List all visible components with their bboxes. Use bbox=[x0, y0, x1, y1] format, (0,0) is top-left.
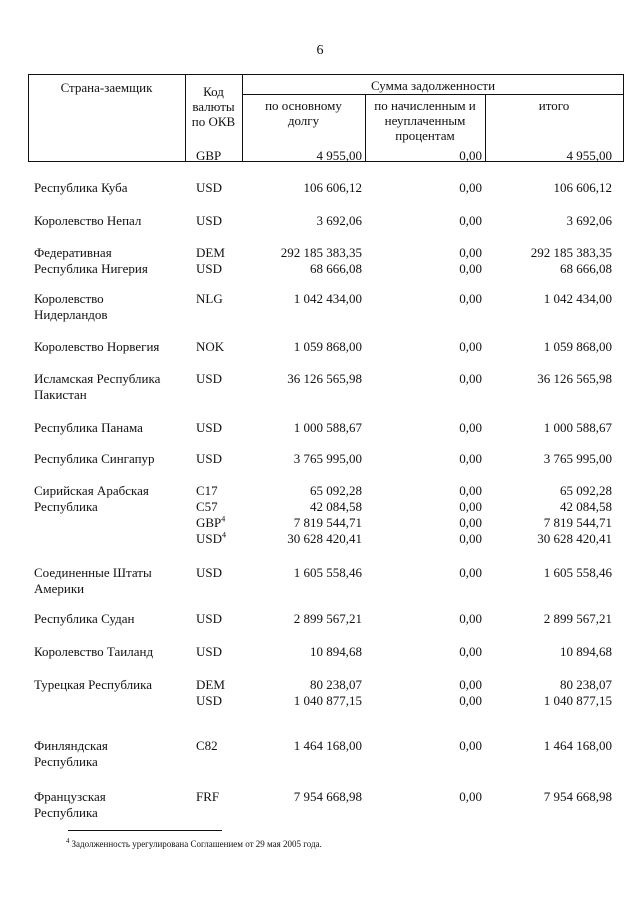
total-value: 1 605 558,46 bbox=[543, 565, 612, 580]
total-amount bbox=[496, 245, 612, 277]
total-amount bbox=[496, 451, 612, 467]
total-value: 30 628 420,41 bbox=[537, 531, 612, 546]
currency-code-text: FRF bbox=[196, 789, 220, 804]
currency-code bbox=[196, 451, 242, 467]
country-name bbox=[34, 213, 194, 229]
footnote-ref: 4 bbox=[222, 530, 227, 540]
currency-code-value bbox=[196, 515, 242, 531]
total-value: 3 692,06 bbox=[566, 213, 612, 228]
interest-amount bbox=[366, 565, 482, 581]
country-name-line: Финляндская bbox=[34, 738, 108, 753]
principal-amount bbox=[246, 339, 362, 355]
principal-value: 10 894,68 bbox=[310, 644, 362, 659]
total-amount bbox=[496, 339, 612, 355]
interest-value: 0,00 bbox=[459, 499, 482, 514]
interest-amount bbox=[366, 245, 482, 277]
currency-code-text: DEM bbox=[196, 245, 225, 260]
header-principal: по основному долгу bbox=[265, 98, 342, 128]
currency-code-value bbox=[196, 148, 242, 164]
country-name bbox=[34, 371, 194, 403]
country-name bbox=[34, 291, 194, 323]
interest-amount bbox=[366, 611, 482, 627]
currency-code bbox=[196, 565, 242, 581]
interest-amount bbox=[366, 738, 482, 754]
interest-value: 0,00 bbox=[459, 531, 482, 546]
country-name bbox=[34, 738, 194, 770]
currency-code-value bbox=[196, 499, 242, 515]
currency-code-value bbox=[196, 677, 242, 693]
total-amount bbox=[496, 677, 612, 709]
currency-code bbox=[196, 245, 242, 277]
total-value: 1 042 434,00 bbox=[543, 291, 612, 306]
principal-amount bbox=[246, 180, 362, 196]
interest-value: 0,00 bbox=[459, 611, 482, 626]
currency-code-text: USD bbox=[196, 261, 223, 276]
principal-amount bbox=[246, 677, 362, 709]
currency-code bbox=[196, 180, 242, 196]
country-name-line: Федеративная bbox=[34, 245, 112, 260]
currency-code bbox=[196, 339, 242, 355]
country-name-line: Республика bbox=[34, 499, 98, 514]
currency-code-text: GBP bbox=[196, 148, 222, 163]
principal-value: 2 899 567,21 bbox=[293, 611, 362, 626]
interest-value: 0,00 bbox=[459, 483, 482, 498]
total-value: 1 059 868,00 bbox=[543, 339, 612, 354]
principal-amount bbox=[246, 451, 362, 467]
total-value: 1 464 168,00 bbox=[543, 738, 612, 753]
currency-code-value bbox=[196, 531, 242, 547]
total-value: 7 954 668,98 bbox=[543, 789, 612, 804]
interest-amount bbox=[366, 420, 482, 436]
principal-value: 36 126 565,98 bbox=[287, 371, 362, 386]
currency-code-value bbox=[196, 213, 242, 229]
country-name-line: Республика Нигерия bbox=[34, 261, 148, 276]
page-number: 6 bbox=[316, 43, 324, 58]
currency-code-text: C57 bbox=[196, 499, 218, 514]
interest-value: 0,00 bbox=[459, 213, 482, 228]
currency-code-text: C82 bbox=[196, 738, 218, 753]
currency-code-value bbox=[196, 644, 242, 660]
interest-value: 0,00 bbox=[459, 371, 482, 386]
country-name-line: Французская bbox=[34, 789, 106, 804]
principal-amount bbox=[246, 291, 362, 307]
principal-value: 3 765 995,00 bbox=[293, 451, 362, 466]
principal-amount bbox=[246, 789, 362, 805]
interest-value: 0,00 bbox=[459, 291, 482, 306]
interest-value: 0,00 bbox=[459, 677, 482, 692]
interest-value: 0,00 bbox=[459, 789, 482, 804]
interest-value: 0,00 bbox=[459, 644, 482, 659]
interest-value: 0,00 bbox=[459, 180, 482, 195]
total-value: 80 238,07 bbox=[560, 677, 612, 692]
total-amount bbox=[496, 738, 612, 754]
principal-amount bbox=[246, 420, 362, 436]
currency-code-value bbox=[196, 565, 242, 581]
principal-value: 30 628 420,41 bbox=[287, 531, 362, 546]
principal-value: 42 084,58 bbox=[310, 499, 362, 514]
currency-code-value bbox=[196, 261, 242, 277]
total-value: 4 955,00 bbox=[566, 148, 612, 163]
country-name-line: Королевство Таиланд bbox=[34, 644, 154, 659]
currency-code-value bbox=[196, 789, 242, 805]
country-name-line: Королевство Норвегия bbox=[34, 339, 160, 354]
country-name bbox=[34, 180, 194, 196]
footnote-text: Задолженность урегулирована Соглашением от 29 мая 2005 года. bbox=[71, 839, 322, 849]
country-name-line: Соединенные Штаты bbox=[34, 565, 152, 580]
currency-code-text: USD bbox=[196, 180, 223, 195]
currency-code bbox=[196, 644, 242, 660]
total-value: 65 092,28 bbox=[560, 483, 612, 498]
interest-amount bbox=[366, 789, 482, 805]
principal-value: 1 605 558,46 bbox=[293, 565, 362, 580]
interest-value: 0,00 bbox=[459, 693, 482, 708]
currency-code-value bbox=[196, 451, 242, 467]
country-name-line: Республика bbox=[34, 805, 98, 820]
country-name-line: Республика Панама bbox=[34, 420, 143, 435]
country-name bbox=[34, 789, 194, 821]
country-name bbox=[34, 339, 194, 355]
interest-amount bbox=[366, 339, 482, 355]
interest-value: 0,00 bbox=[459, 515, 482, 530]
interest-amount bbox=[366, 677, 482, 709]
currency-code-text: USD bbox=[196, 213, 223, 228]
country-name bbox=[34, 565, 194, 597]
principal-amount bbox=[246, 371, 362, 387]
country-name-line: Королевство Непал bbox=[34, 213, 142, 228]
interest-amount bbox=[366, 451, 482, 467]
total-amount bbox=[496, 644, 612, 660]
currency-code-text: USD bbox=[196, 371, 223, 386]
principal-value: 106 606,12 bbox=[303, 180, 362, 195]
country-name-line: Америки bbox=[34, 581, 85, 596]
currency-code bbox=[196, 483, 242, 547]
interest-value: 0,00 bbox=[459, 738, 482, 753]
currency-code-text: USD bbox=[196, 420, 223, 435]
interest-amount bbox=[366, 291, 482, 307]
currency-code-value bbox=[196, 245, 242, 261]
header-code: Код валюты по ОКВ bbox=[191, 84, 236, 129]
currency-code-value bbox=[196, 371, 242, 387]
country-name bbox=[34, 611, 194, 627]
principal-amount bbox=[246, 565, 362, 581]
interest-value: 0,00 bbox=[459, 148, 482, 163]
principal-value: 3 692,06 bbox=[316, 213, 362, 228]
total-amount bbox=[496, 789, 612, 805]
currency-code-value bbox=[196, 420, 242, 436]
currency-code-text: GBP bbox=[196, 515, 222, 530]
total-value: 36 126 565,98 bbox=[537, 371, 612, 386]
interest-value: 0,00 bbox=[459, 261, 482, 276]
currency-code bbox=[196, 291, 242, 307]
total-value: 10 894,68 bbox=[560, 644, 612, 659]
country-name bbox=[34, 420, 194, 436]
currency-code-text: USD bbox=[196, 693, 223, 708]
country-name-line: Республика Сингапур bbox=[34, 451, 155, 466]
currency-code bbox=[196, 611, 242, 627]
interest-value: 0,00 bbox=[459, 245, 482, 260]
currency-code-text: C17 bbox=[196, 483, 218, 498]
total-amount bbox=[496, 483, 612, 547]
currency-code bbox=[196, 420, 242, 436]
interest-value: 0,00 bbox=[459, 339, 482, 354]
currency-code-text: USD bbox=[196, 644, 223, 659]
currency-code-value bbox=[196, 180, 242, 196]
principal-value: 68 666,08 bbox=[310, 261, 362, 276]
principal-amount bbox=[246, 738, 362, 754]
currency-code bbox=[196, 738, 242, 754]
principal-value: 1 040 877,15 bbox=[293, 693, 362, 708]
country-name bbox=[34, 644, 194, 660]
currency-code-text: NOK bbox=[196, 339, 225, 354]
country-name-line: Королевство bbox=[34, 291, 104, 306]
country-name bbox=[34, 451, 194, 467]
principal-value: 1 000 588,67 bbox=[293, 420, 362, 435]
country-name bbox=[34, 677, 194, 693]
total-value: 1 040 877,15 bbox=[543, 693, 612, 708]
total-amount bbox=[496, 148, 612, 164]
footnote bbox=[66, 837, 322, 849]
currency-code-value bbox=[196, 339, 242, 355]
currency-code bbox=[196, 148, 242, 164]
currency-code-text: USD bbox=[196, 611, 223, 626]
country-name-line: Пакистан bbox=[34, 387, 87, 402]
interest-value: 0,00 bbox=[459, 451, 482, 466]
total-amount bbox=[496, 420, 612, 436]
currency-code-value bbox=[196, 483, 242, 499]
currency-code-text: USD bbox=[196, 451, 223, 466]
currency-code bbox=[196, 213, 242, 229]
currency-code-value bbox=[196, 611, 242, 627]
country-name-line: Турецкая Республика bbox=[34, 677, 152, 692]
principal-value: 80 238,07 bbox=[310, 677, 362, 692]
country-name-line: Нидерландов bbox=[34, 307, 108, 322]
header-total: итого bbox=[538, 98, 570, 113]
interest-amount bbox=[366, 148, 482, 164]
currency-code-text: NLG bbox=[196, 291, 223, 306]
total-amount bbox=[496, 611, 612, 627]
currency-code bbox=[196, 789, 242, 805]
principal-value: 7 819 544,71 bbox=[293, 515, 362, 530]
interest-amount bbox=[366, 483, 482, 547]
currency-code-text: USD bbox=[196, 531, 223, 546]
country-name bbox=[34, 483, 194, 515]
total-value: 106 606,12 bbox=[553, 180, 612, 195]
total-value: 292 185 383,35 bbox=[530, 245, 612, 260]
currency-code-value bbox=[196, 693, 242, 709]
footnote-mark: 4 bbox=[66, 837, 70, 845]
total-amount bbox=[496, 291, 612, 307]
total-amount bbox=[496, 180, 612, 196]
total-value: 3 765 995,00 bbox=[543, 451, 612, 466]
interest-amount bbox=[366, 644, 482, 660]
currency-code-value bbox=[196, 738, 242, 754]
principal-value: 4 955,00 bbox=[316, 148, 362, 163]
header-sum: Сумма задолженности bbox=[370, 78, 496, 93]
total-value: 42 084,58 bbox=[560, 499, 612, 514]
footnote-ref: 4 bbox=[221, 514, 226, 524]
header-interest: по начисленным и неуплаченным процентам bbox=[374, 98, 476, 143]
interest-amount bbox=[366, 213, 482, 229]
principal-amount bbox=[246, 245, 362, 277]
country-name-line: Республика Судан bbox=[34, 611, 135, 626]
footnote-divider bbox=[68, 830, 222, 831]
country-name-line: Республика Куба bbox=[34, 180, 128, 195]
currency-code bbox=[196, 371, 242, 387]
principal-amount bbox=[246, 148, 362, 164]
currency-code bbox=[196, 677, 242, 709]
currency-code-text: USD bbox=[196, 565, 223, 580]
total-amount bbox=[496, 213, 612, 229]
interest-value: 0,00 bbox=[459, 420, 482, 435]
total-amount bbox=[496, 565, 612, 581]
principal-value: 292 185 383,35 bbox=[280, 245, 362, 260]
principal-amount bbox=[246, 644, 362, 660]
principal-value: 1 464 168,00 bbox=[293, 738, 362, 753]
principal-amount bbox=[246, 611, 362, 627]
total-value: 68 666,08 bbox=[560, 261, 612, 276]
header-country: Страна-заемщик bbox=[60, 80, 153, 95]
total-value: 1 000 588,67 bbox=[543, 420, 612, 435]
total-value: 2 899 567,21 bbox=[543, 611, 612, 626]
principal-value: 65 092,28 bbox=[310, 483, 362, 498]
total-amount bbox=[496, 371, 612, 387]
country-name-line: Республика bbox=[34, 754, 98, 769]
principal-value: 1 059 868,00 bbox=[293, 339, 362, 354]
country-name-line: Исламская Республика bbox=[34, 371, 161, 386]
currency-code-text: DEM bbox=[196, 677, 225, 692]
principal-value: 7 954 668,98 bbox=[293, 789, 362, 804]
principal-amount bbox=[246, 483, 362, 547]
interest-amount bbox=[366, 180, 482, 196]
interest-value: 0,00 bbox=[459, 565, 482, 580]
country-name bbox=[34, 245, 194, 277]
principal-value: 1 042 434,00 bbox=[293, 291, 362, 306]
total-value: 7 819 544,71 bbox=[543, 515, 612, 530]
interest-amount bbox=[366, 371, 482, 387]
principal-amount bbox=[246, 213, 362, 229]
country-name-line: Сирийская Арабская bbox=[34, 483, 149, 498]
currency-code-value bbox=[196, 291, 242, 307]
